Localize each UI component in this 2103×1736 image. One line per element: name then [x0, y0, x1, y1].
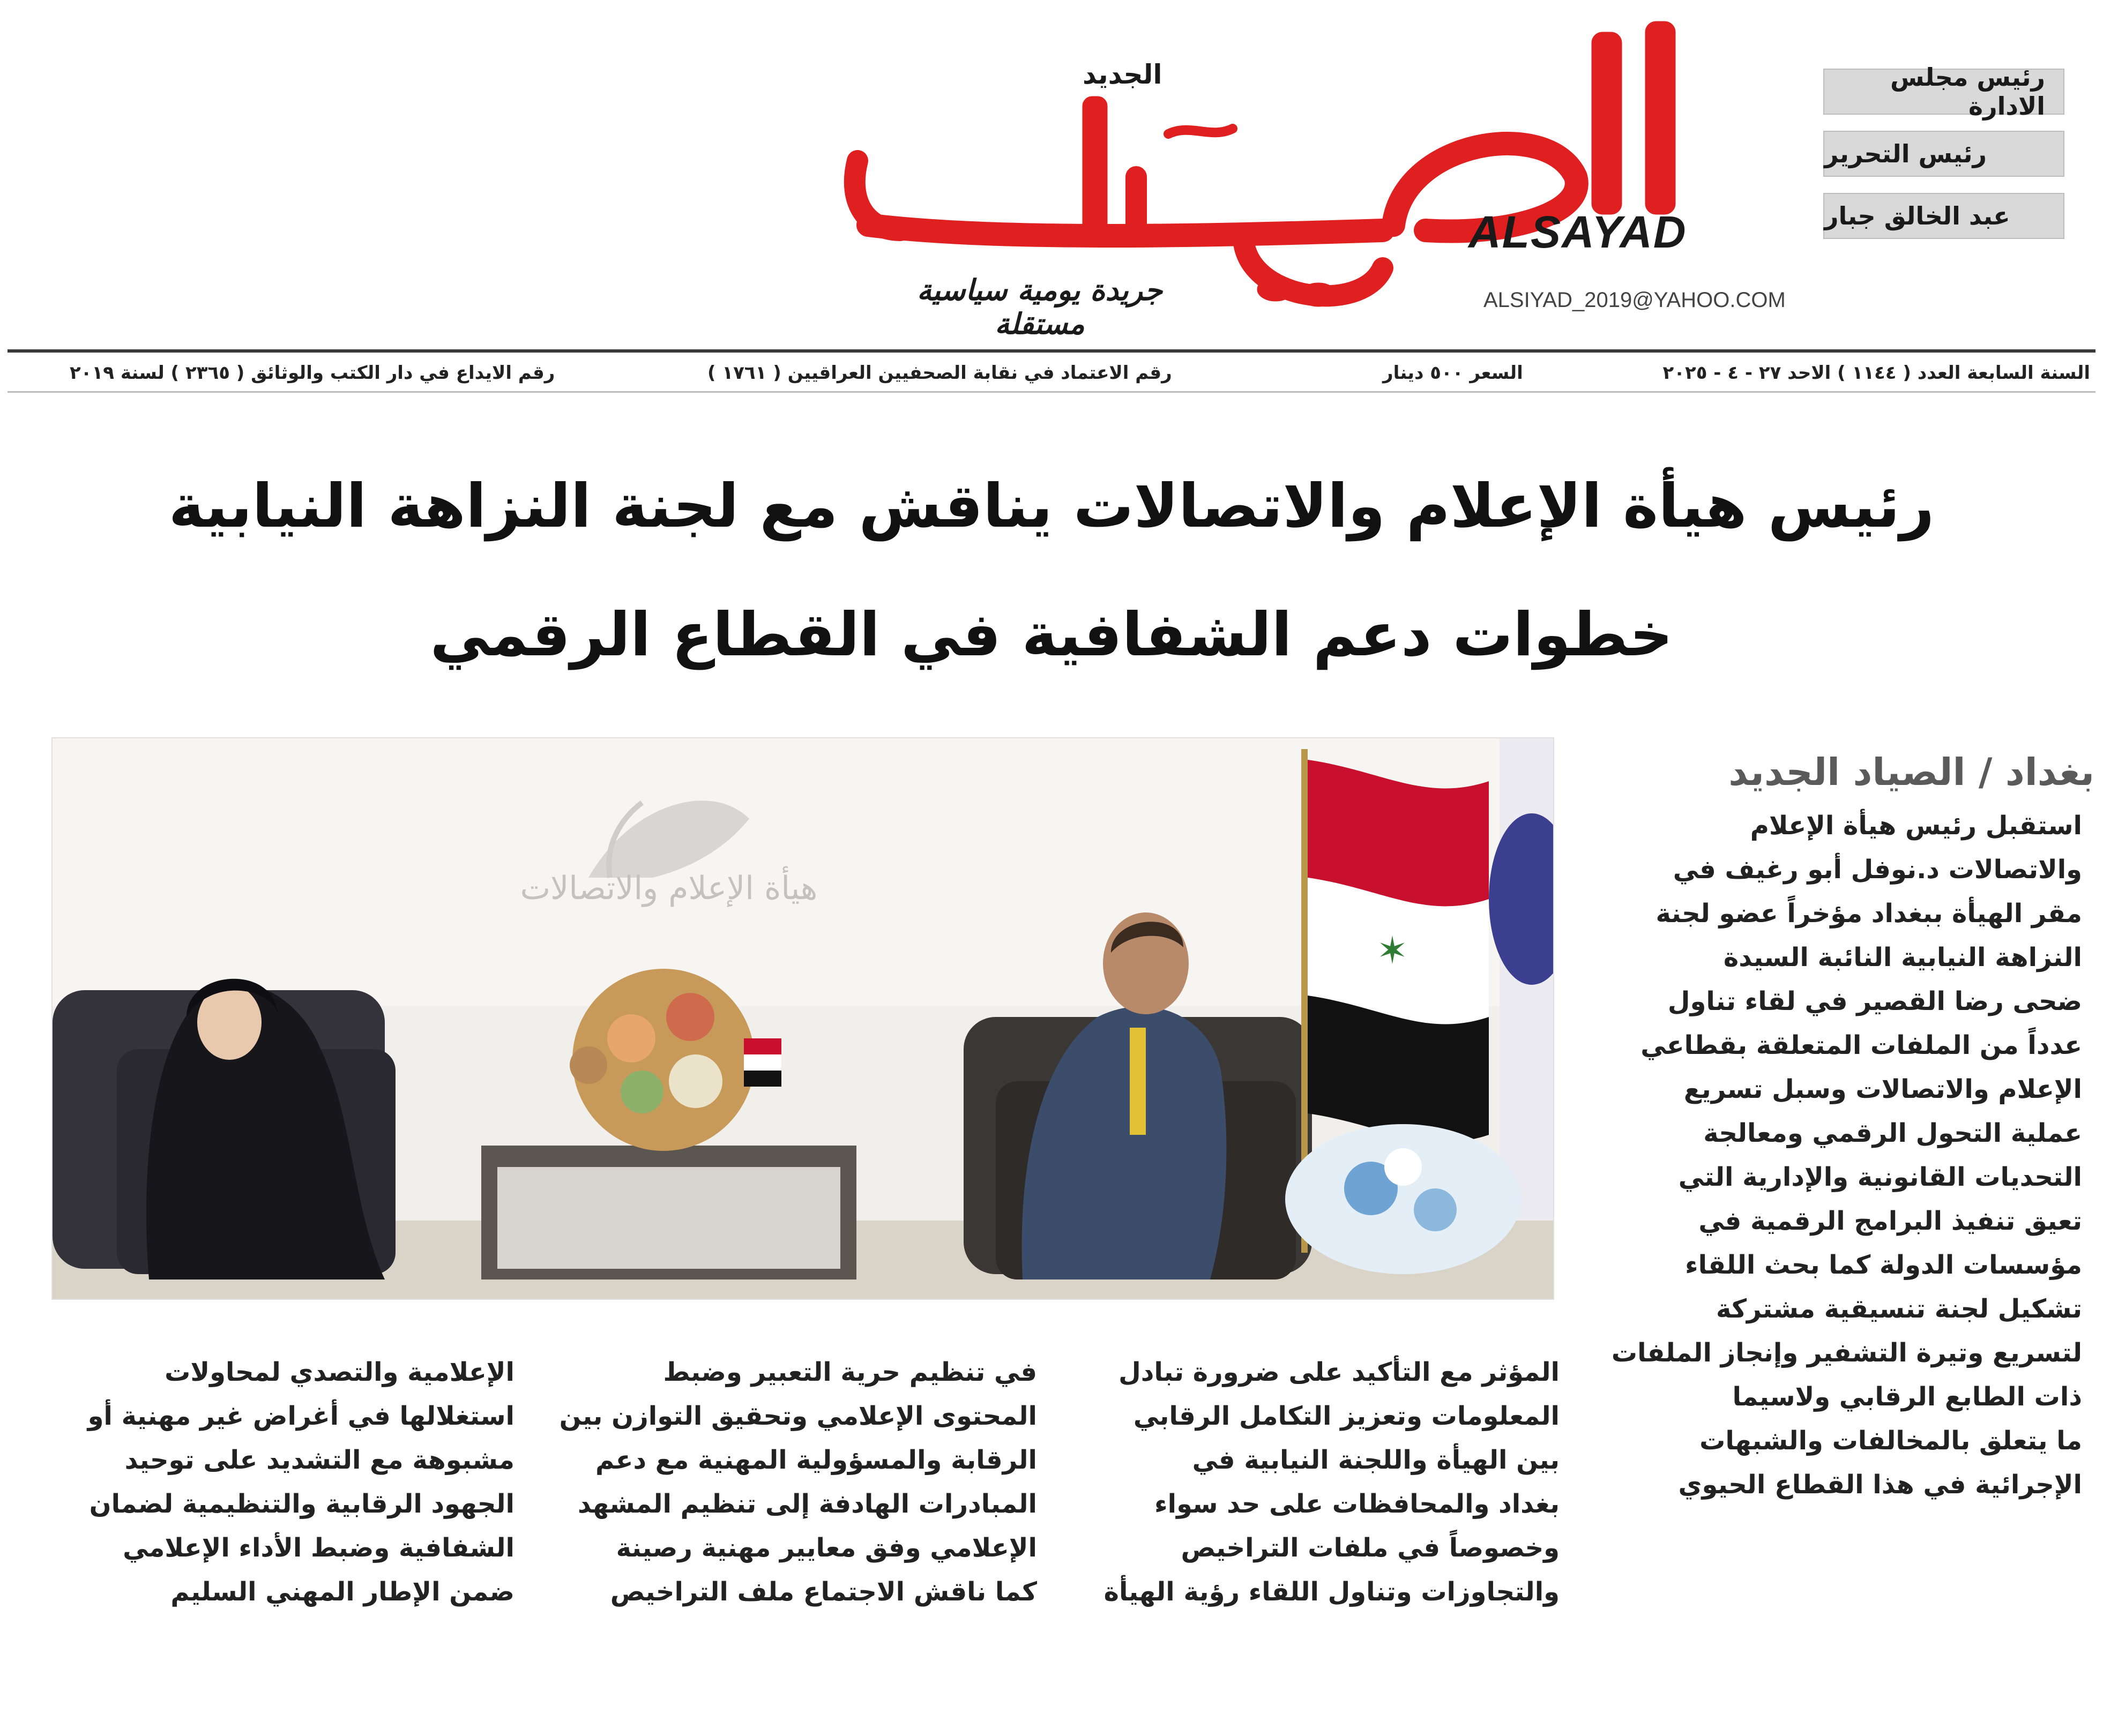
col1-line: عدداً من الملفات المتعلقة بقطاعي — [1640, 1030, 2082, 1060]
col3-line: المحتوى الإعلامي وتحقيق التوازن بين — [559, 1401, 1037, 1431]
col3-line: الإعلامي وفق معايير مهنية رصينة — [616, 1533, 1037, 1563]
col2-line: بين الهيأة واللجنة النيابية في — [1192, 1445, 1560, 1475]
article-byline: بغداد / الصياد الجديد — [1728, 750, 2094, 794]
col4-line: مشبوهة مع التشديد على توحيد — [124, 1445, 514, 1475]
col1-line: والاتصالات د.نوفل أبو رغيف في — [1673, 855, 2082, 885]
col1-line: مؤسسات الدولة كما بحث اللقاء — [1685, 1250, 2082, 1280]
col1-line: ضحى رضا القصير في لقاء تناول — [1667, 986, 2082, 1016]
col4-line: ضمن الإطار المهني السليم — [170, 1577, 514, 1607]
col1-line: عملية التحول الرقمي ومعالجة — [1703, 1118, 2082, 1148]
price-info: السعر ٥٠٠ دينار — [1383, 362, 1523, 384]
editor-box — [1823, 131, 2064, 177]
chairman-box — [1823, 63, 2064, 121]
col1-line: تشكيل لجنة تنسيقية مشتركة — [1716, 1294, 2082, 1324]
flag-emblem: ✶ — [1376, 929, 1408, 972]
article-photo — [51, 737, 1554, 1300]
col1-line: ما يتعلق بالمخالفات والشبهات — [1699, 1426, 2082, 1456]
issue-info: السنة السابعة العدد ( ١١٤٤ ) الاحد ٢٧ - ٤ - ٢٠٢٥ — [1662, 362, 2090, 384]
chairman-label: رئيس مجلس الادارة — [1890, 63, 2045, 121]
col4-line: الشفافية وضبط الأداء الإعلامي — [123, 1533, 514, 1563]
email: ALSIYAD_2019@YAHOO.COM — [1483, 288, 1786, 312]
article-column-1 — [1600, 804, 2082, 1507]
col3-line: الرقابة والمسؤولية المهنية مع دعم — [595, 1445, 1037, 1475]
col1-line: تعيق تنفيذ البرامج الرقمية في — [1698, 1206, 2082, 1236]
col1-line: الإجرائية في هذا القطاع الحيوي — [1678, 1470, 2082, 1500]
col3-line: في تنظيم حرية التعبير وضبط — [663, 1357, 1037, 1387]
col1-line: ذات الطابع الرقابي ولاسيما — [1732, 1382, 2082, 1412]
col1-line: التحديات القانونية والإدارية التي — [1678, 1162, 2082, 1192]
col2-line: والتجاوزات وتناول اللقاء رؤية الهيأة — [1103, 1577, 1560, 1607]
article-column-3 — [555, 1350, 1037, 1614]
article-column-2 — [1088, 1350, 1560, 1614]
logo-english: ALSAYAD — [1468, 207, 1687, 257]
col2-line: المعلومات وتعزيز التكامل الرقابي — [1133, 1401, 1560, 1431]
col2-line: وخصوصاً في ملفات التراخيص — [1181, 1533, 1560, 1563]
col4-line: الجهود الرقابية والتنظيمية لضمان — [89, 1489, 514, 1519]
col3-line: المبادرات الهادفة إلى تنظيم المشهد — [578, 1489, 1037, 1519]
col4-line: الإعلامية والتصدي لمحاولات — [165, 1357, 514, 1387]
col1-line: استقبل رئيس هيأة الإعلام — [1750, 811, 2082, 841]
col1-line: مقر الهيأة ببغداد مؤخراً عضو لجنة — [1655, 899, 2082, 929]
headline-line-1: رئيس هيأة الإعلام والاتصالات يناقش مع لجنة النزاهة النيابية — [168, 472, 1935, 541]
accreditation-info: رقم الاعتماد في نقابة الصحفيين العراقيين ( ١٧٦١ ) — [707, 362, 1172, 384]
article-column-4 — [32, 1350, 514, 1614]
editor-name: عبد الخالق جبار — [1824, 201, 2010, 230]
wall-sign: هيأة الإعلام والاتصالات — [520, 870, 818, 907]
editor-label: رئيس التحرير — [1824, 139, 1987, 168]
col4-line: استغلالها في أغراض غير مهنية أو — [87, 1401, 514, 1431]
col3-line: كما ناقش الاجتماع ملف التراخيص — [610, 1577, 1037, 1607]
logo-subtitle: الجديد — [1083, 59, 1162, 90]
info-rule — [8, 391, 2095, 393]
meeting-photo-illustration — [53, 738, 1553, 1299]
col2-line: المؤثر مع التأكيد على ضرورة تبادل — [1118, 1357, 1560, 1387]
col2-line: بغداد والمحافظات على حد سواء — [1154, 1489, 1560, 1519]
col1-line: النزاهة النيابية النائبة السيدة — [1723, 942, 2082, 972]
col1-line: لتسريع وتيرة التشفير وإنجاز الملفات — [1611, 1338, 2082, 1368]
masthead-rule — [8, 349, 2095, 353]
col1-line: الإعلام والاتصالات وسبل تسريع — [1683, 1074, 2082, 1104]
deposit-info: رقم الايداع في دار الكتب والوثائق ( ٢٣٦٥ ) لسنة ٢٠١٩ — [70, 362, 555, 384]
tagline: جريدة يومية سياسية مستقلة — [916, 273, 1163, 341]
editor-name-box — [1823, 193, 2064, 239]
headline-line-2: خطوات دعم الشفافية في القطاع الرقمي — [430, 600, 1673, 670]
